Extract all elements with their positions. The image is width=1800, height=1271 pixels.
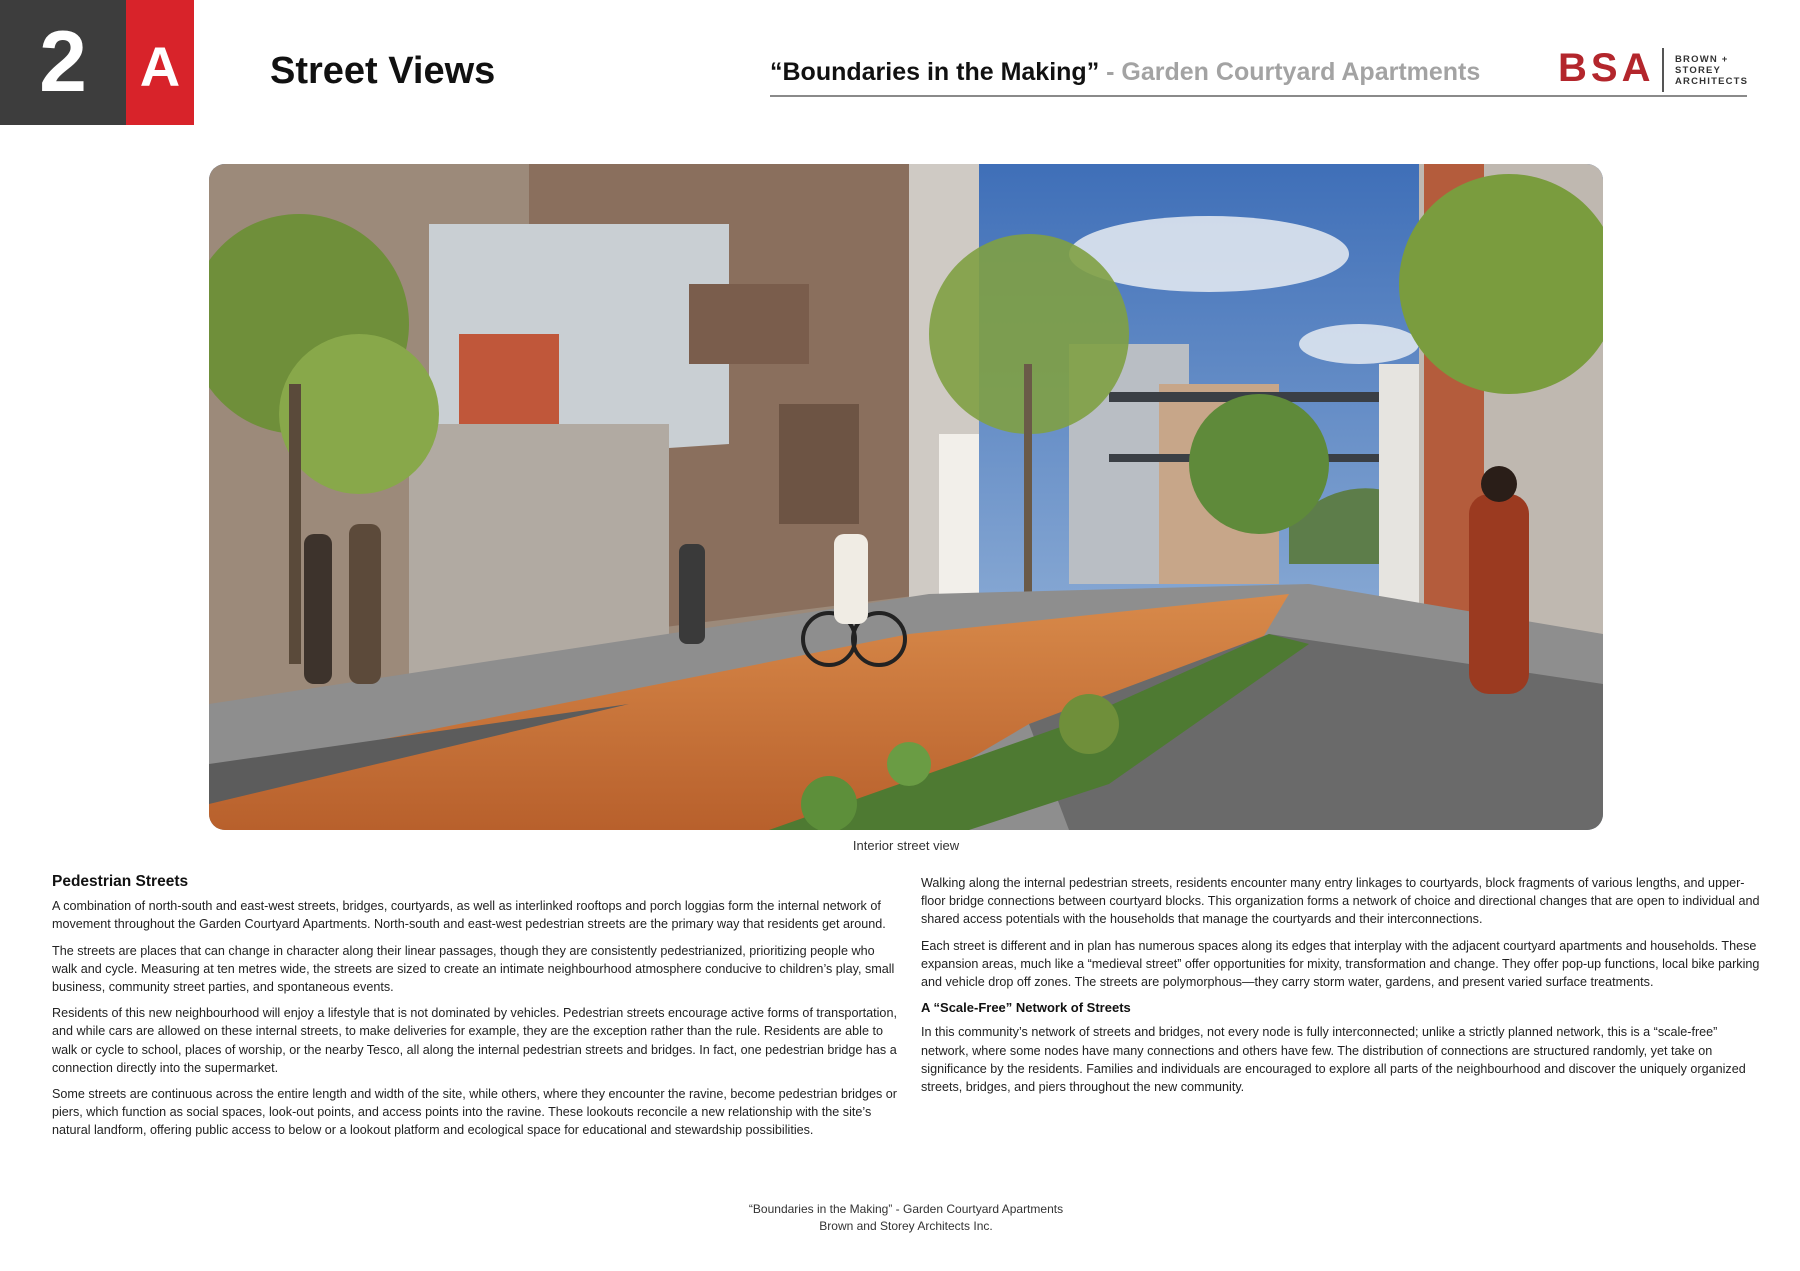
paragraph: Walking along the internal pedestrian streets, residents encounter many entry linkages to courtyards, block fragments of various lengths, and upper-floor bridge connections between courtyard blocks. This organization forms a network of choice and directional changes that are open to individual and shared access potentials with the households that manage the courtyards and their interconnections. [921,876,1760,927]
project-title-subtitle: - Garden Courtyard Apartments [1099,58,1481,86]
section-letter-badge: A [126,0,194,125]
bsa-logo: BSA [1558,46,1655,90]
project-title-quoted: “Boundaries in the Making” [770,58,1100,86]
right-text-column [921,874,1763,1104]
footer [0,1201,1800,1235]
header-rule [770,95,1747,97]
paragraph: In this community’s network of streets and bridges, not every node is fully interconnected; unlike a strictly planned network, this is a “scale-free” network, where some nodes have many connections and others have few. The distribution of connections are structured randomly, yet take on significance by the residents. Families and individuals are encouraged to explore all parts of the neighbourhood and discover the uniquely organized streets, bridges, and piers throughout the new community. [921,1025,1746,1095]
logo-divider [1662,48,1664,92]
paragraph: Each street is different and in plan has numerous spaces along its edges that interplay with the adjacent courtyard apartments and households. These expansion areas, much like a “medieval street” offer opportunities for mixity, transformation and change. They offer pop-up functions, local bike parking and vehicle drop off zones. The streets are polymorphous—they carry storm water, gardens, and present varied surface treatments. [921,938,1760,990]
footer-project-line: “Boundaries in the Making” - Garden Courtyard Apartments [748,1202,1064,1216]
project-title [770,58,1482,87]
logo-line-3: ARCHITECTS [1675,76,1749,87]
footer-firm-line: Brown and Storey Architects Inc. [819,1219,993,1233]
logo-line-1: BROWN + [1675,54,1729,65]
subsection-heading: A “Scale-Free” Network of Streets [921,1000,1131,1016]
logo-line-2: STOREY [1675,65,1722,76]
paragraph: Some streets are continuous across the entire length and width of the site, while others, where they encounter the ravine, become pedestrian bridges or piers, which function as social spaces, look-out points, and access points into the ravine. These lookouts reconcile a new relationship with the site’s natural landform, offering public access to below or a lookout platform and ecological space for educational and stewardship possibilities. [52,1087,897,1138]
section-heading: Pedestrian Streets [52,873,189,890]
hero-rendering-image [209,164,1603,830]
section-number-badge: 2 [0,0,126,125]
paragraph: Residents of this new neighbourhood will enjoy a lifestyle that is not dominated by vehicles. Pedestrian streets encourage active forms of transportation, and while cars are allowed on these internal streets, to make deliveries for example, they are the exception rather than the rule. Residents are able to walk or cycle to school, places of worship, or the nearby Tesco, all along the internal pedestrian streets and bridges. In fact, one pedestrian bridge has a connection directly into the supermarket. [52,1006,897,1075]
paragraph: A combination of north-south and east-west streets, bridges, courtyards, as well as interlinked rooftops and porch loggias form the internal network of movement throughout the Garden Courtyard Apartments. North-south and east-west pedestrian streets are the primary way that residents get around. [52,899,886,932]
paragraph: The streets are places that can change in character along their linear passages, though they are consistently pedestrianized, prioritizing people who walk and cycle. Measuring at ten metres wide, the streets are sized to create an intimate neighbourhood atmosphere conducive to children’s play, small business, community street parties, and spontaneous events. [52,943,895,995]
hero-caption: Interior street view [852,838,960,853]
left-text-column [52,873,897,1148]
logo-wordmark [1675,54,1748,87]
street-rendering-illustration [209,164,1603,830]
page-title: Street Views [270,50,496,92]
